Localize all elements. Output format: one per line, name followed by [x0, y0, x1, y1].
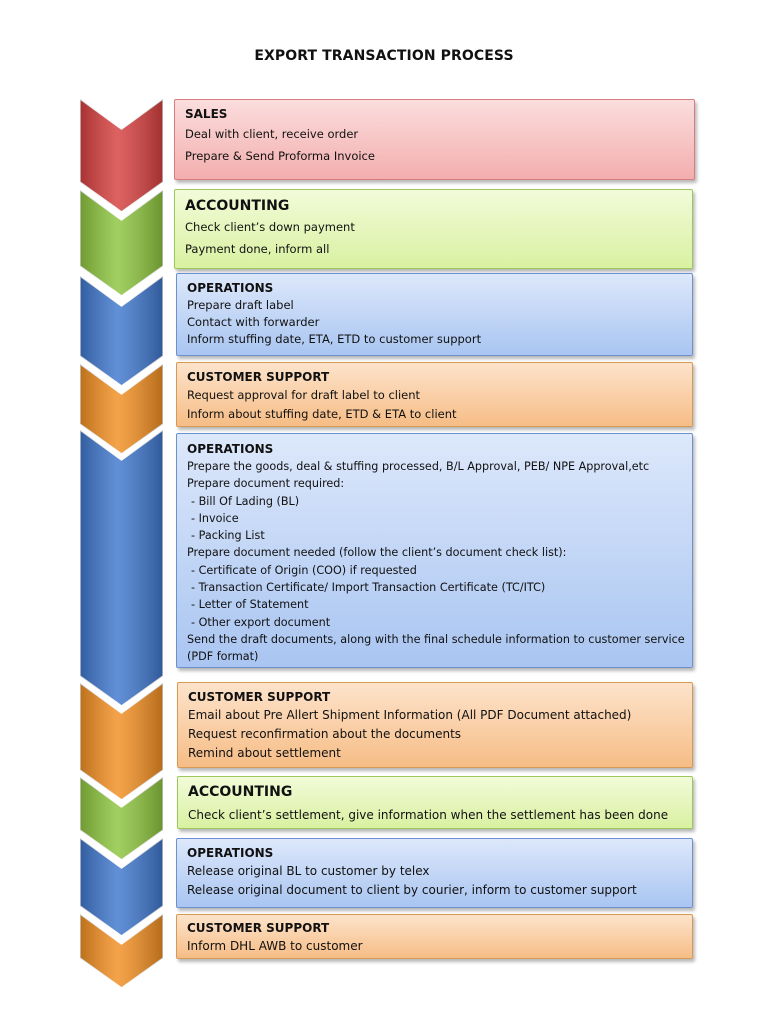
- chevron-operations-2-shading: [80, 430, 163, 706]
- step-accounting-2: [177, 776, 693, 829]
- step-line: Send the draft documents, along with the final schedule information to customer service: [187, 632, 685, 646]
- step-title: ACCOUNTING: [188, 784, 293, 800]
- step-line: Release original BL to customer by telex: [187, 864, 430, 878]
- step-line: Check client’s settlement, give information when the settlement has been done: [188, 808, 669, 822]
- step-line: Inform DHL AWB to customer: [187, 939, 363, 953]
- step-title: CUSTOMER SUPPORT: [187, 370, 330, 384]
- step-customer-support: [176, 362, 693, 427]
- step-sales: [174, 99, 695, 180]
- step-bullet: - Packing List: [191, 529, 265, 543]
- step-line: Remind about settlement: [188, 746, 341, 760]
- step-customer-support-2: [177, 682, 693, 768]
- step-title: OPERATIONS: [187, 281, 274, 295]
- step-title: ACCOUNTING: [185, 198, 290, 214]
- step-line: Request reconfirmation about the documents: [188, 727, 462, 741]
- step-line: Prepare document needed (follow the client’s document check list):: [187, 546, 567, 560]
- step-line: Prepare draft label: [187, 298, 294, 312]
- step-line: Inform stuffing date, ETA, ETD to customer support: [187, 332, 482, 346]
- chevron-sales-shading: [80, 99, 163, 212]
- step-bullet: - Letter of Statement: [191, 598, 309, 612]
- step-bullet: - Certificate of Origin (COO) if requested: [191, 563, 417, 577]
- step-title: CUSTOMER SUPPORT: [187, 921, 330, 935]
- step-customer-support-3: [176, 914, 693, 959]
- step-line: Contact with forwarder: [187, 315, 320, 329]
- step-line: Check client’s down payment: [185, 220, 355, 234]
- step-title: OPERATIONS: [187, 846, 274, 860]
- step-bullet: - Transaction Certificate/ Import Transaction Certificate (TC/ITC): [191, 581, 546, 595]
- step-line: Email about Pre Allert Shipment Information (All PDF Document attached): [188, 708, 632, 722]
- step-title: OPERATIONS: [187, 442, 274, 456]
- step-line: Request approval for draft label to client: [187, 388, 421, 402]
- step-line: Payment done, inform all: [185, 242, 330, 256]
- step-line: Prepare document required:: [187, 477, 345, 491]
- step-line: Inform about stuffing date, ETD & ETA to client: [187, 407, 457, 421]
- step-operations: [176, 273, 693, 356]
- step-bullet: - Bill Of Lading (BL): [191, 494, 300, 508]
- step-line: Release original document to client by courier, inform to customer support: [187, 883, 637, 897]
- step-line: Prepare & Send Proforma Invoice: [185, 149, 375, 163]
- step-operations-documents: [176, 433, 693, 668]
- step-accounting: [174, 189, 693, 269]
- step-line: Deal with client, receive order: [185, 127, 359, 141]
- step-line: (PDF format): [187, 650, 259, 664]
- step-title: CUSTOMER SUPPORT: [188, 690, 331, 704]
- page-title: EXPORT TRANSACTION PROCESS: [254, 48, 514, 64]
- step-bullet: - Other export document: [191, 615, 331, 629]
- step-operations-3: [176, 838, 693, 908]
- step-title: SALES: [185, 107, 228, 121]
- step-bullet: - Invoice: [191, 511, 239, 525]
- step-line: Prepare the goods, deal & stuffing processed, B/L Approval, PEB/ NPE Approval,etc: [187, 460, 650, 473]
